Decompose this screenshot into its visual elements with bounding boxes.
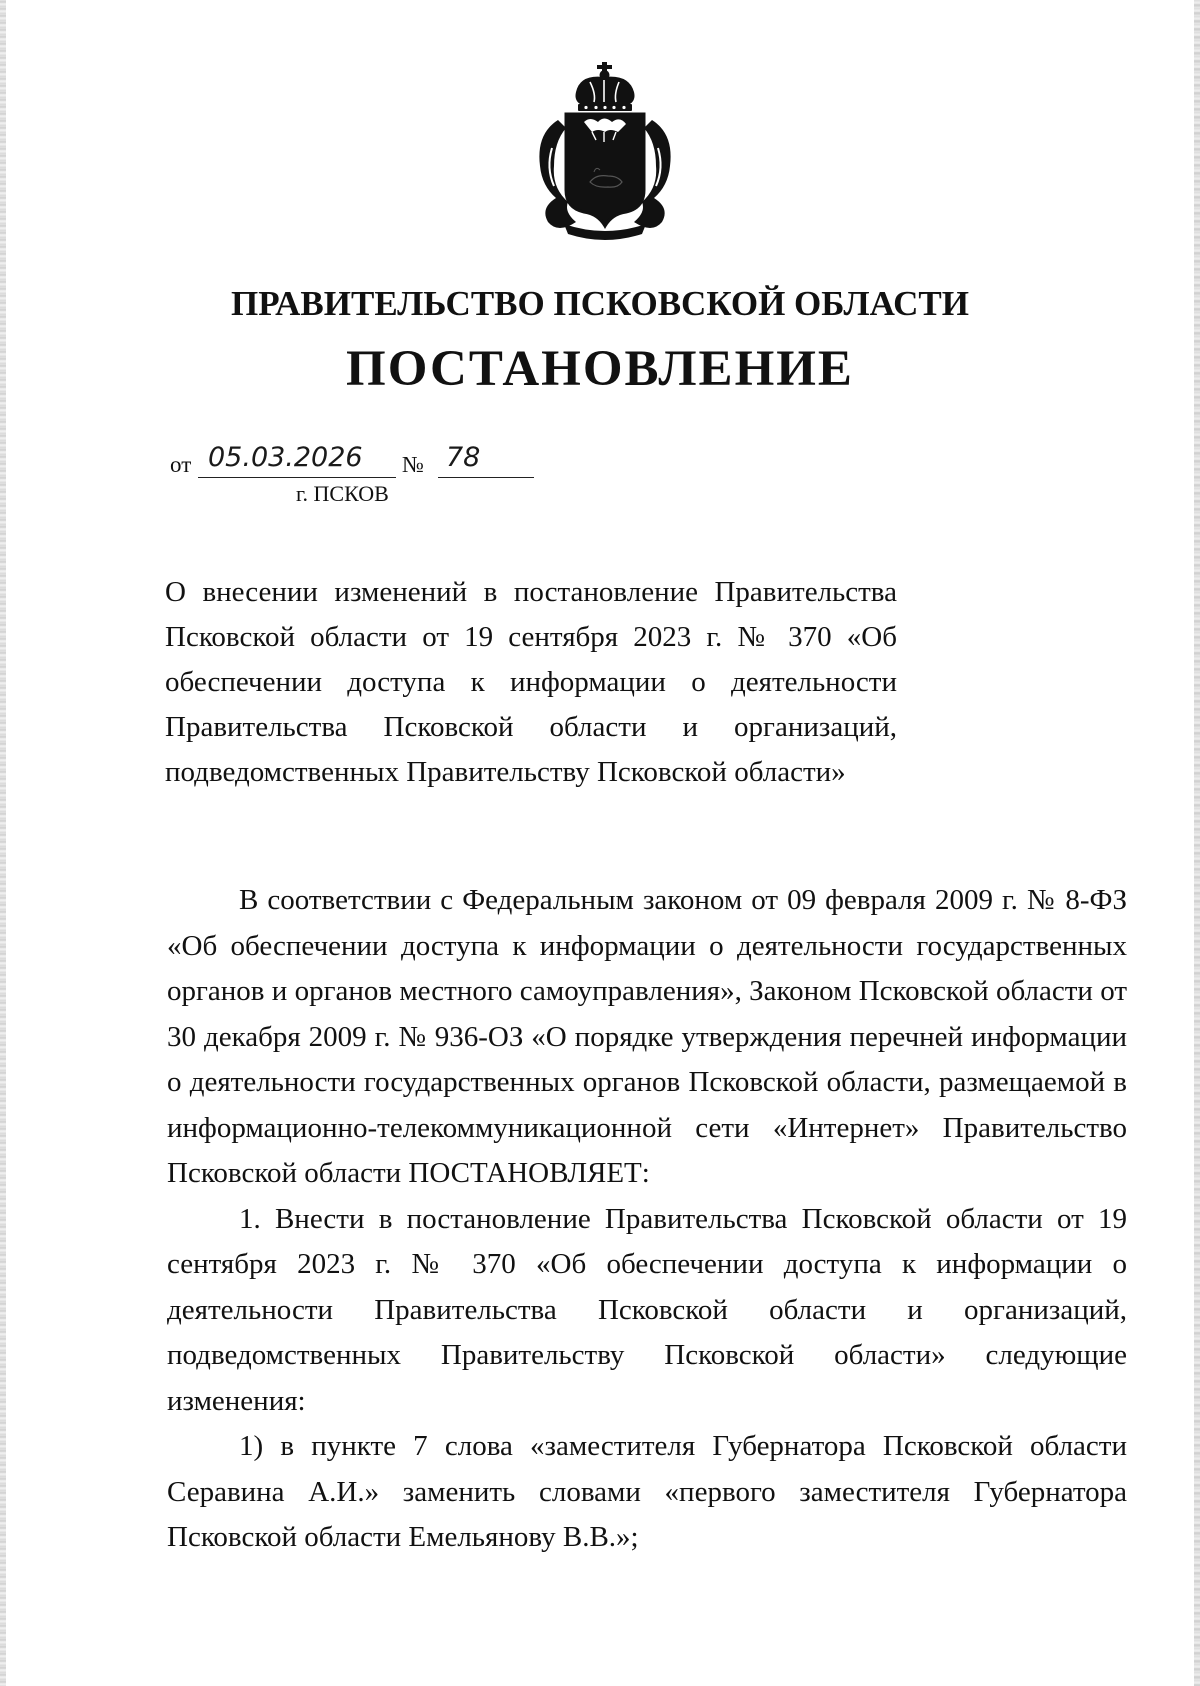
item-1-1-paragraph: 1) в пункте 7 слова «заместителя Губернатора Псковской области Серавина А.И.» заменить словами «первого заместителя Губернатора Псковской области Емельянову В.В.»; xyxy=(167,1430,1127,1553)
document-title: О внесении изменений в постановление Правительства Псковской области от 19 сентября 2023 г. № 370 «Об обеспечении доступа к информации о деятельности Правительства Псковской области и организаций, подведомственных Правительству Псковской области» xyxy=(165,576,897,788)
preamble-paragraph: В соответствии с Федеральным законом от 09 февраля 2009 г. № 8-ФЗ «Об обеспечении доступа к информации о деятельности государственных органов и органов местного самоуправления», Законом Псковской области от 30 декабря 2009 г. № 936-ОЗ «О порядке утверждения перечней информации о деятельности государственных органов Псковской области, размещаемой в информационно-телекоммуникационной сети «Интернет» Правительство Псковской области ПОСТАНОВЛЯЕТ: xyxy=(167,884,1127,1189)
document-type-heading: ПОСТАНОВЛЕНИЕ xyxy=(346,341,854,397)
scan-edge-right xyxy=(1194,0,1200,1686)
document-date: 05.03.2026 xyxy=(208,442,363,473)
government-name: ПРАВИТЕЛЬСТВО ПСКОВСКОЙ ОБЛАСТИ xyxy=(231,284,969,323)
document-body xyxy=(167,878,1127,1561)
document-number: 78 xyxy=(446,442,481,473)
item-1-paragraph: 1. Внести в постановление Правительства Псковской области от 19 сентября 2023 г. № 370 «Об обеспечении доступа к информации о деятельности Правительства Псковской области и организаций, подведомственных Правительству Псковской области» следующие изменения: xyxy=(167,1202,1127,1417)
registration-line xyxy=(170,442,690,480)
number-prefix: № xyxy=(402,452,424,477)
city-label: г. ПСКОВ xyxy=(296,481,389,506)
coat-of-arms-icon xyxy=(534,62,676,244)
date-prefix: от xyxy=(170,452,192,477)
number-underline xyxy=(438,477,534,478)
date-underline xyxy=(198,477,396,478)
scan-edge-left xyxy=(0,0,6,1686)
